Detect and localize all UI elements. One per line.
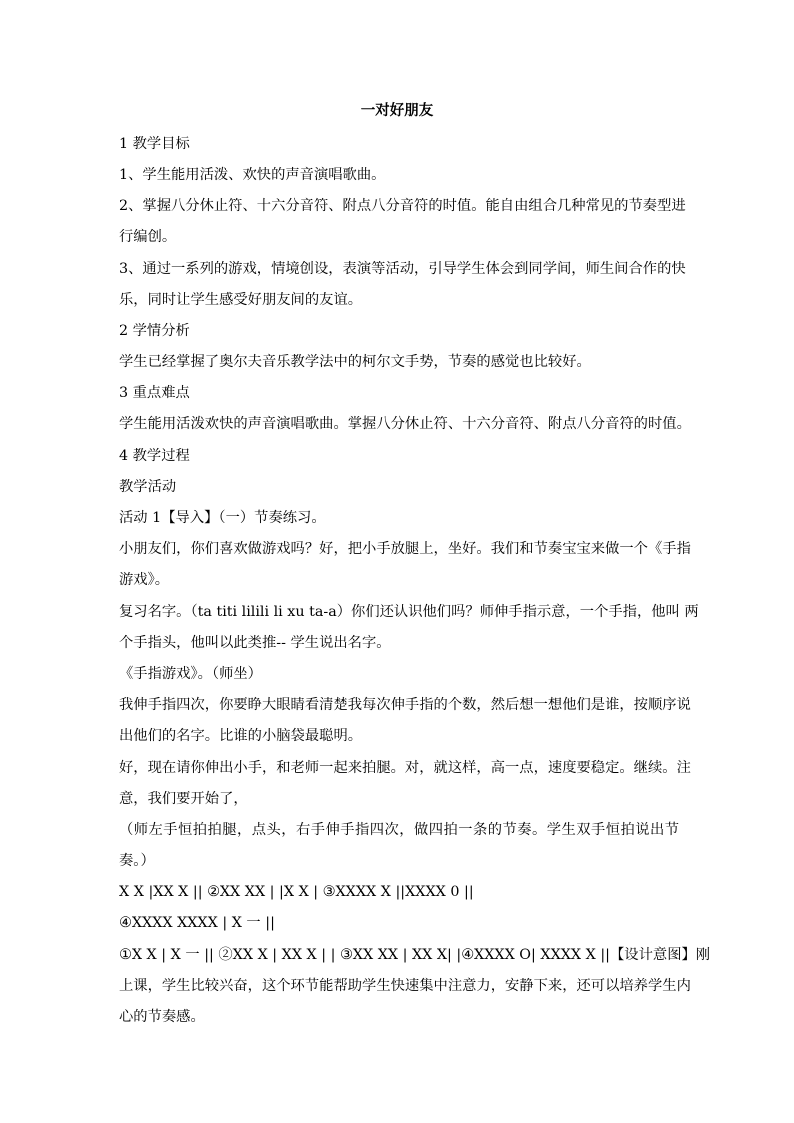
document-title: 一对好朋友 — [360, 102, 434, 119]
paragraph-line: 上课，学生比较兴奋，这个环节能帮助学生快速集中注意力，安静下来，还可以培养学生内 — [119, 978, 691, 994]
paragraph-line: 行编创。 — [119, 229, 177, 245]
section-heading-key-points: 3 重点难点 — [119, 385, 190, 401]
paragraph-line: 1、学生能用活泼、欢快的声音演唱歌曲。 — [119, 167, 386, 183]
paragraph-line: 复习名字。（ta titi lilili li xu ta-a）你们还认识他们吗？师伸手指示意，一个手指，他叫 两 — [119, 604, 699, 620]
paragraph-line: 2、掌握八分休止符、十六分音符、附点八分音符的时值。能自由组合几种常见的节奏型进 — [119, 198, 686, 214]
paragraph-line: （师左手恒拍拍腿，点头，右手伸手指四次，做四拍一条的节奏。学生双手恒拍说出节 — [119, 822, 679, 838]
paragraph-line: 心的节奏感。 — [119, 1009, 205, 1025]
paragraph-line: 小朋友们，你们喜欢做游戏吗？好，把小手放腿上，坐好。我们和节奏宝宝来做一个《手指 — [119, 541, 691, 557]
paragraph-line: 个手指头，他叫以此类推-- 学生说出名字。 — [119, 635, 391, 651]
paragraph-line: 我伸手指四次，你要睁大眼睛看清楚我每次伸手指的个数，然后想一想他们是谁，按顺序说 — [119, 697, 691, 713]
paragraph-line: 好，现在请你伸出小手，和老师一起来拍腿。对，就这样，高一点，速度要稳定。继续。注 — [119, 760, 691, 776]
paragraph-line: 出他们的名字。比谁的小脑袋最聪明。 — [119, 728, 363, 744]
section-heading-process: 4 教学过程 — [119, 448, 190, 464]
paragraph-line: 《手指游戏》。（师坐） — [119, 666, 262, 682]
paragraph-line: 游戏》。 — [119, 572, 170, 588]
activity-heading: 活动 1【导入】（一）节奏练习。 — [119, 510, 326, 526]
rhythm-notation-line: ④XXXX XXXX | X 一 || — [119, 915, 275, 931]
section-heading-analysis: 2 学情分析 — [119, 323, 190, 339]
paragraph-line: 学生已经掌握了奥尔夫音乐教学法中的柯尔文手势，节奏的感觉也比较好。 — [119, 354, 591, 370]
rhythm-notation-line: ①X X | X 一 || ②XX X | XX X | | ③XX XX | XX X| |④XXXX O| XXXX X ||【设计意图】刚 — [119, 947, 711, 963]
rhythm-notation-line: X X |XX X || ②XX XX | |X X | ③XXXX X ||XXXX 0 || — [119, 884, 474, 900]
paragraph-line: 乐，同时让学生感受好朋友间的友谊。 — [119, 292, 363, 308]
paragraph-line: 学生能用活泼欢快的声音演唱歌曲。掌握八分休止符、十六分音符、附点八分音符的时值。 — [119, 416, 691, 432]
section-heading-objectives: 1 教学目标 — [119, 136, 190, 152]
paragraph-line: 3、通过一系列的游戏，情境创设，表演等活动，引导学生体会到同学间，师生间合作的快 — [119, 261, 686, 277]
paragraph-line: 意，我们要开始了， — [119, 791, 248, 807]
paragraph-line: 奏。） — [119, 853, 155, 869]
subheading-activities: 教学活动 — [119, 479, 177, 495]
